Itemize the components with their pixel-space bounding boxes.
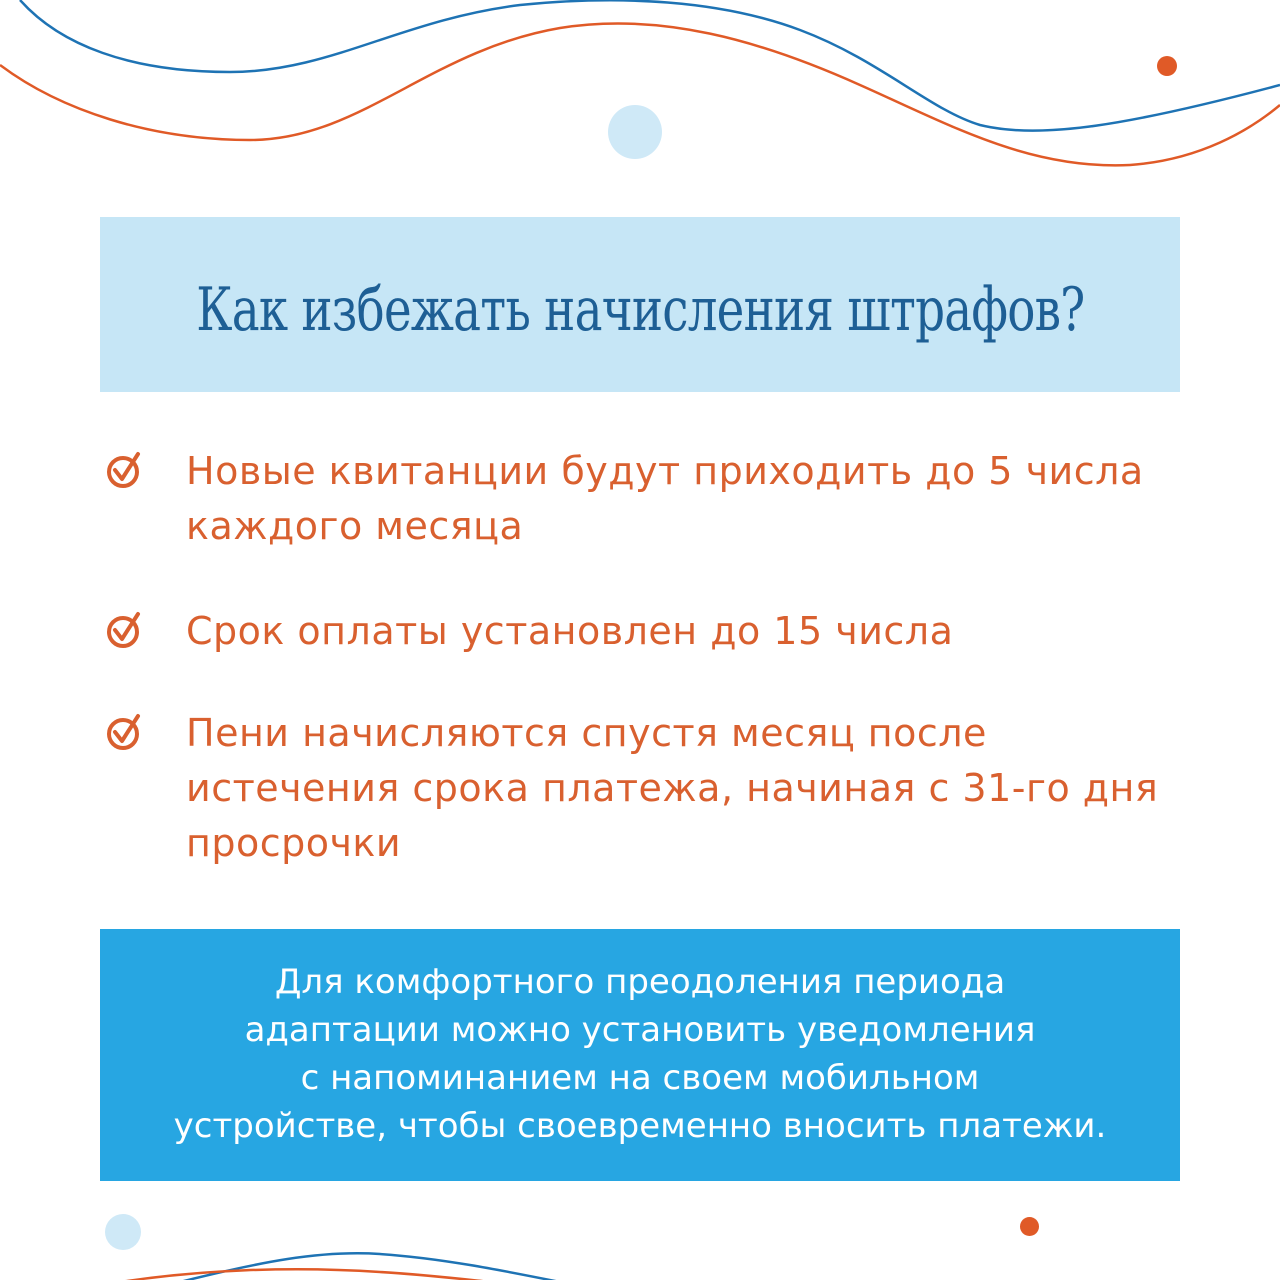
light-blue-dot [105,1214,141,1250]
check-circle-icon [104,610,144,650]
info-banner [100,929,1180,1181]
blue-wave-line [180,1253,560,1280]
check-circle-icon [104,712,144,752]
list-item-text: Новые квитанции будут приходить до 5 числа каждого месяца [186,449,1144,548]
check-circle-icon [104,450,144,490]
list-item-text: Пени начисляются спустя месяц после истечения срока платежа, начиная с 31-го дня просрочки [186,711,1159,865]
orange-wave-line [120,1269,500,1280]
list-item-text: Срок оплаты установлен до 15 числа [186,609,954,653]
page-title: Как избежать начисления штрафов? [195,274,1085,345]
light-blue-dot [608,105,662,159]
orange-dot [1157,56,1177,76]
top-waves-decoration [0,0,1280,200]
info-text: Для комфортного преодоления периода адаптации можно установить уведомления с напоминанием на своем мобильном устройстве, чтобы своевременно вносить платежи. [173,962,1107,1146]
title-banner [100,217,1180,392]
orange-dot [1020,1217,1039,1236]
